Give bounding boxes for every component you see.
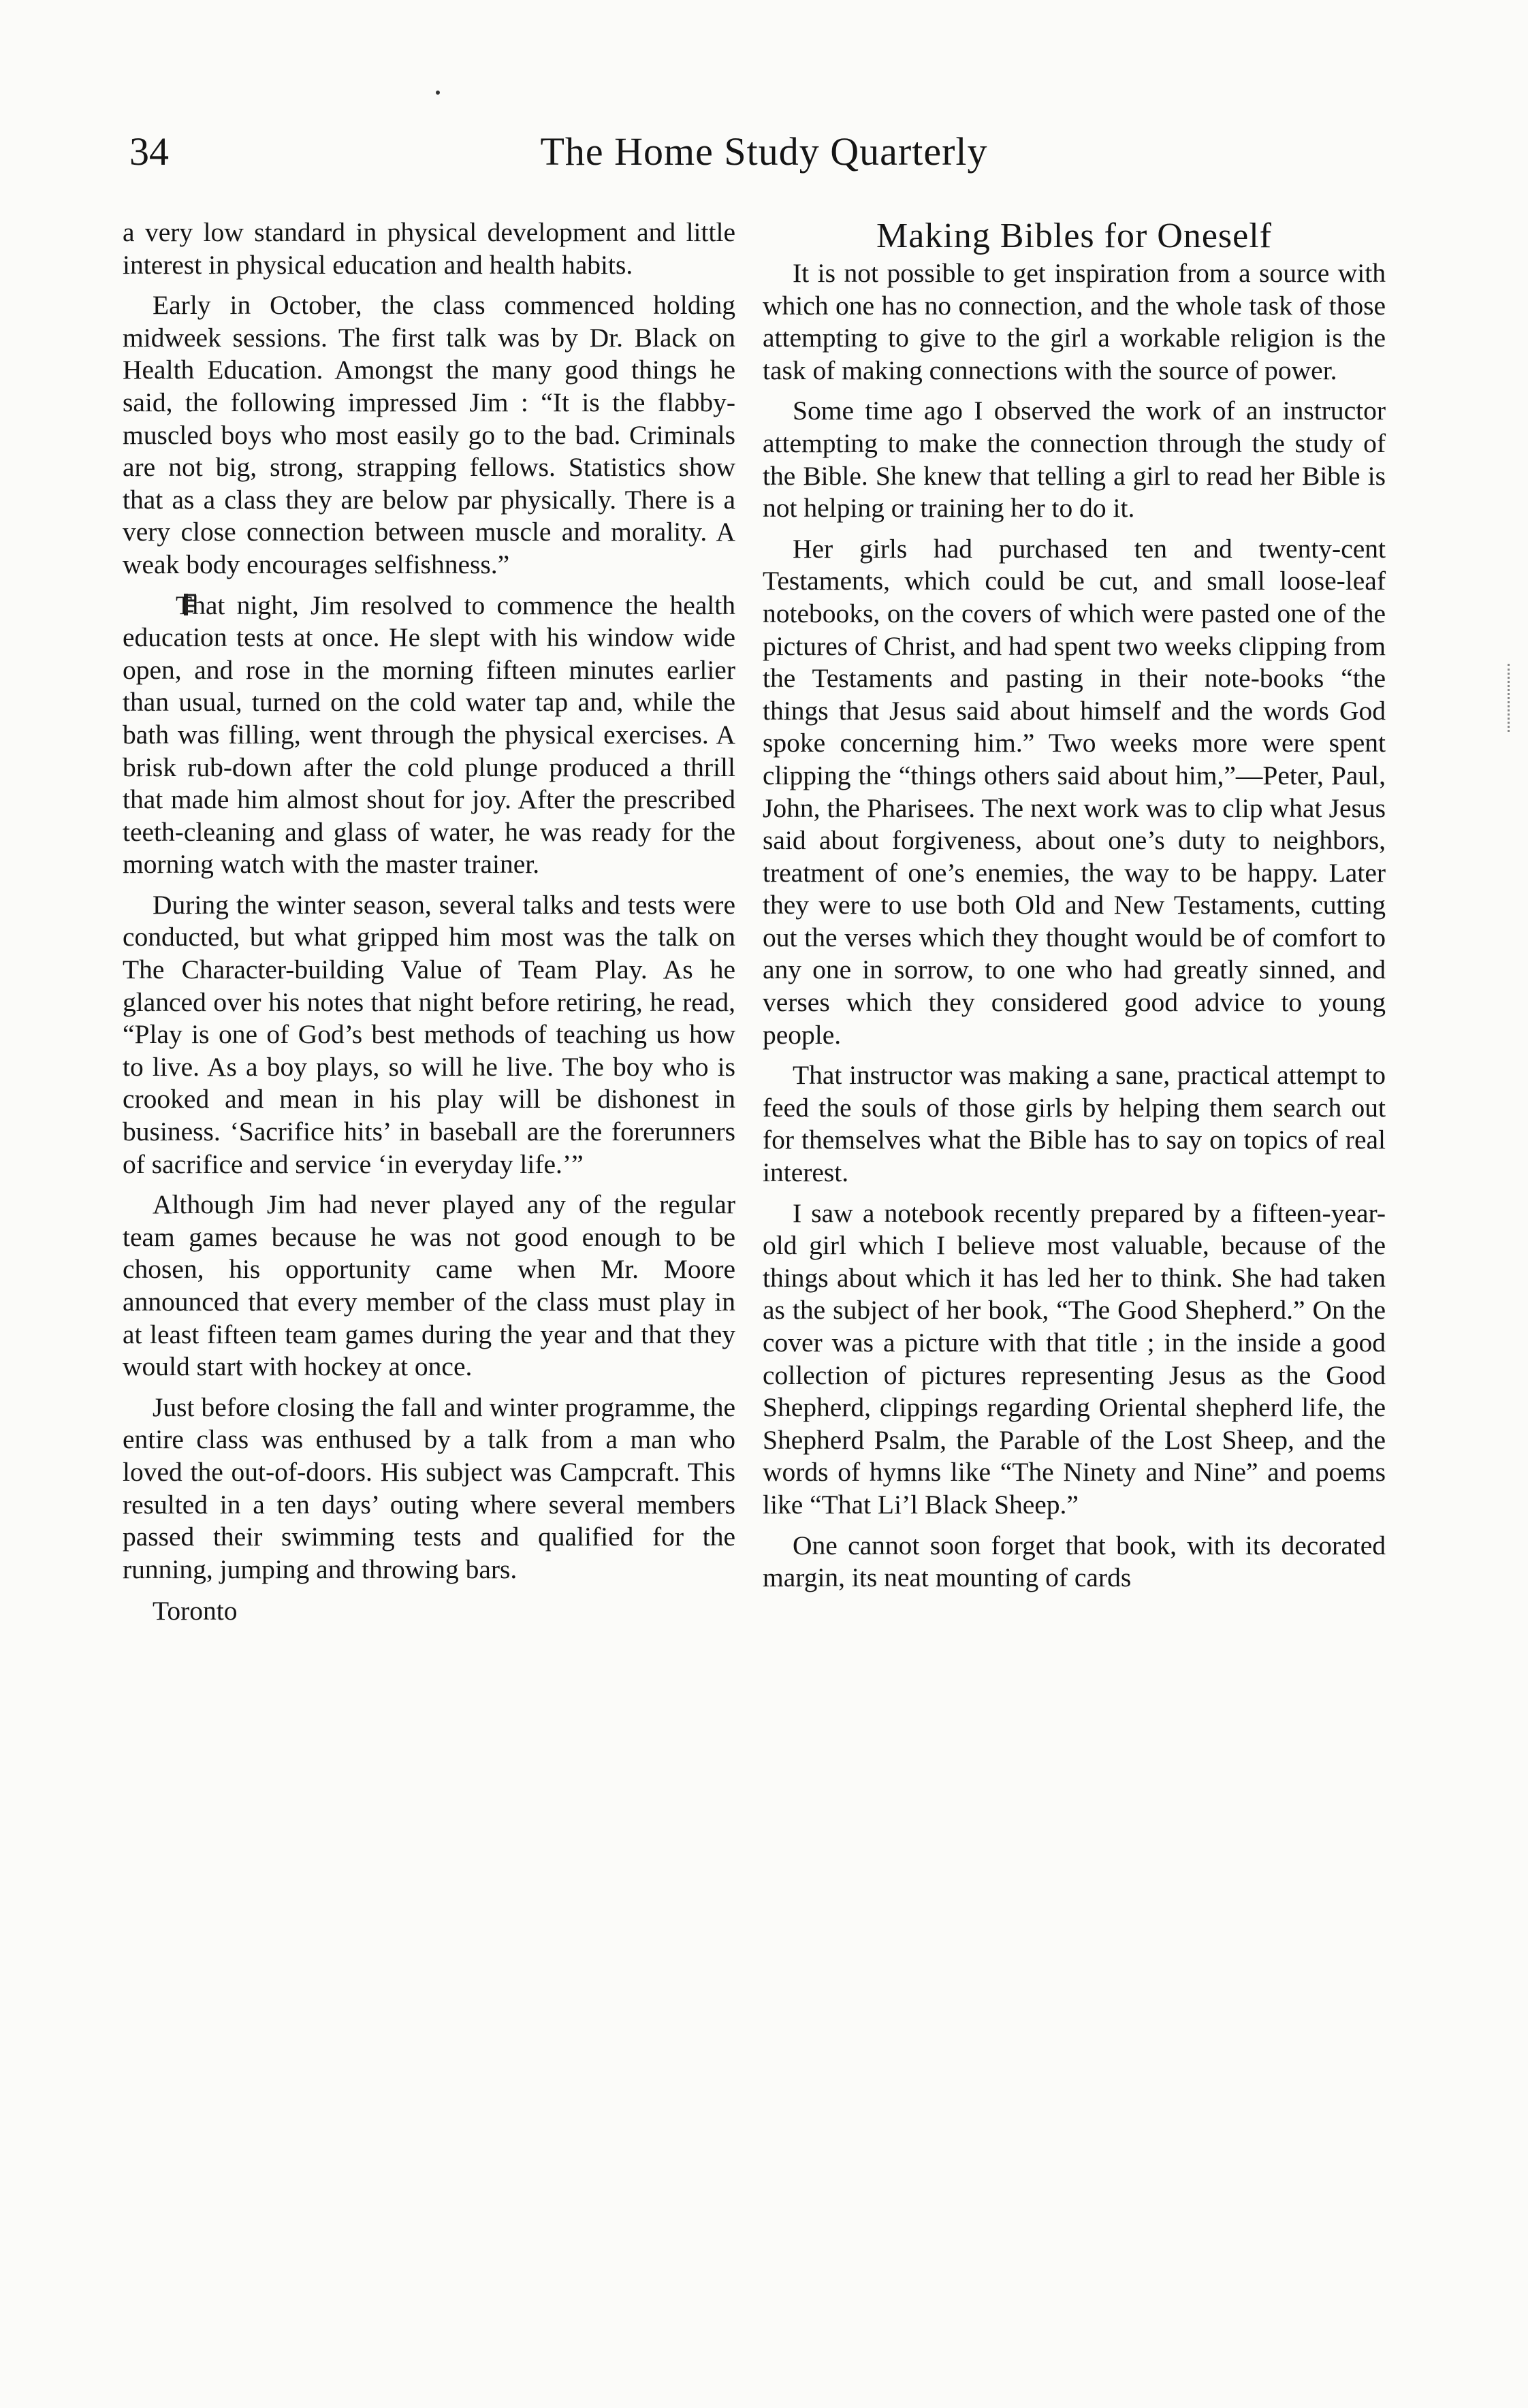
paragraph: During the winter season, several talks and tests were conducted, but what gripped him most was the talk on The Character-building Value of Team Play. As he glanced over his notes that night before retiring, he read, “Play is one of God’s best methods of teaching us how to live. As a boy plays, so will he live. The boy who is crooked and mean in his play will be dishonest in business. ‘Sacrifice hits’ in baseball are the forerunners of sacrifice and service ‘in everyday life.’” — [123, 889, 735, 1179]
section-mark-icon — [153, 592, 168, 617]
running-title: The Home Study Quarterly — [540, 129, 988, 174]
paragraph: Early in October, the class commenced holding midweek sessions. The first talk was by Dr. Black on Health Education. Amongst the many good things he said, the following impressed Jim : “It is the flabby-muscled boys who most easily go to the bad. Criminals are not big, strong, strapping fellows. Statistics show that as a class they are below par physically. There is a very close connection between muscle and morality. A weak body encourages selfishness.” — [123, 290, 735, 579]
paragraph: a very low standard in physical development and little interest in physical education and health habits. — [123, 217, 735, 280]
right-column — [763, 216, 1386, 1603]
printing-speck — [436, 91, 440, 95]
paragraph: Her girls had purchased ten and twenty-cent Testaments, which could be cut, and small loose-leaf notebooks, on the covers of which were pasted one of the pictures of Christ, and had spent two weeks clipping from the Testaments and pasting in their note-books “the things that Jesus said about himself and the words God spoke concerning him.” Two weeks more were spent clipping the “things others said about him,”—Peter, Paul, John, the Pharisees. The next work was to clip what Jesus said about forgiveness, about one’s duty to neighbors, treatment of one’s enemies, the way to be happy. Later they were to use both Old and New Testaments, cutting out the verses which they thought would be of comfort to any one in sorrow, to one who had greatly sinned, and verses which they considered good advice to young people. — [763, 533, 1386, 1050]
paragraph: I saw a notebook recently prepared by a fifteen-year-old girl which I believe most valuable, because of the things about which it has led her to think. She had taken as the subject of her book, “The Good Shepherd.” On the cover was a picture with that title ; in the inside a good collection of pictures representing Jesus as the Good Shepherd, clippings regarding Oriental shepherd life, the Shepherd Psalm, the Parable of the Lost Sheep, and the words of hymns like “The Ninety and Nine” and poems like “That Li’l Black Sheep.” — [763, 1198, 1386, 1520]
paragraph: One cannot soon forget that book, with its decorated margin, its neat mounting of cards — [763, 1530, 1386, 1593]
left-column — [123, 216, 735, 1636]
paragraph: That instructor was making a sane, practical attempt to feed the souls of those girls by helping them search out for themselves what the Bible has to say on topics of real interest. — [763, 1060, 1386, 1188]
signature: Toronto — [153, 1596, 238, 1626]
paragraph — [123, 590, 735, 881]
paragraph: Just before closing the fall and winter programme, the entire class was enthused by a talk from a man who loved the out-of-doors. His subject was Campcraft. This resulted in a ten days’ outing where several members passed their swimming tests and qualified for the running, jumping and throwing bars. — [123, 1392, 735, 1584]
page-number: 34 — [129, 129, 169, 174]
paragraph-text: That night, Jim resolved to commence the health education tests at once. He slept with his window wide open, and rose in the morning fifteen minutes earlier than usual, turned on the cold water tap and, while the bath was filling, went through the physical exercises. A brisk rub-down after the cold plunge produced a thrill that made him almost shout for joy. After the prescribed teeth-cleaning and glass of water, he was ready for the morning watch with the master trainer. — [123, 590, 735, 880]
paragraph: Some time ago I observed the work of an instructor attempting to make the connection through the study of the Bible. She knew that telling a girl to read her Bible is not helping or training her to do it. — [763, 396, 1386, 524]
margin-mark — [1508, 664, 1512, 732]
paragraph: It is not possible to get inspiration from a source with which one has no connection, and the whole task of those attempting to give to the girl a workable religion is the task of making connections with the source of power. — [763, 258, 1386, 385]
section-heading: Making Bibles for Oneself — [876, 216, 1272, 255]
paragraph: Although Jim had never played any of the regular team games because he was not good enough to be chosen, his opportunity came when Mr. Moore announced that every member of the class must play in at least fifteen team games during the year and that they would start with hockey at once. — [123, 1189, 735, 1382]
